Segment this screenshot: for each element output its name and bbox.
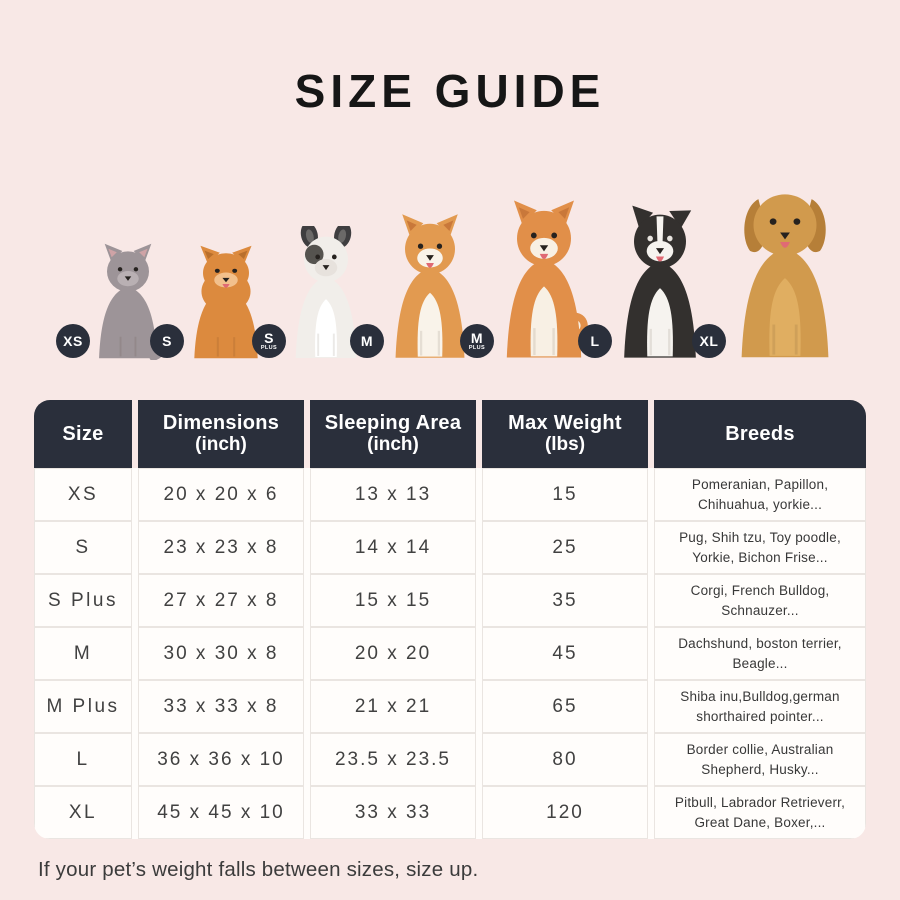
cell-l-sleeping_area: 23.5 x 23.5 bbox=[310, 733, 476, 786]
header-line1: Breeds bbox=[725, 422, 795, 445]
cell-m-dimensions: 30 x 30 x 8 bbox=[138, 627, 304, 680]
size-badge-label: XL bbox=[699, 333, 719, 349]
cell-xl-size: XL bbox=[34, 786, 132, 839]
cell-s-plus-dimensions: 27 x 27 x 8 bbox=[138, 574, 304, 627]
cell-l-dimensions: 36 x 36 x 10 bbox=[138, 733, 304, 786]
cell-l-size: L bbox=[34, 733, 132, 786]
table-header-row bbox=[34, 400, 866, 468]
size-badge-sublabel: PLUS bbox=[260, 345, 278, 351]
size-badge-shiba-inu bbox=[460, 324, 494, 358]
cell-xl-dimensions: 45 x 45 x 10 bbox=[138, 786, 304, 839]
size-badge-label: M bbox=[360, 333, 374, 349]
column-header-dimensions bbox=[138, 400, 304, 468]
size-badge-corgi bbox=[350, 324, 384, 358]
size-badge-sublabel: PLUS bbox=[468, 345, 486, 351]
cell-s-dimensions: 23 x 23 x 8 bbox=[138, 521, 304, 574]
cell-s-plus-sleeping_area: 15 x 15 bbox=[310, 574, 476, 627]
cell-m-plus-max_weight: 65 bbox=[482, 680, 648, 733]
cell-l-max_weight: 80 bbox=[482, 733, 648, 786]
cell-s-sleeping_area: 14 x 14 bbox=[310, 521, 476, 574]
cell-s-plus-breeds: Corgi, French Bulldog, Schnauzer... bbox=[654, 574, 866, 627]
cell-m-plus-breeds: Shiba inu,Bulldog,german shorthaired pointer... bbox=[654, 680, 866, 733]
size-badge-label: XS bbox=[63, 333, 83, 349]
header-line1: Size bbox=[62, 422, 104, 445]
cell-m-plus-sleeping_area: 21 x 21 bbox=[310, 680, 476, 733]
cell-xs-max_weight: 15 bbox=[482, 468, 648, 521]
cell-m-max_weight: 45 bbox=[482, 627, 648, 680]
size-badge-cat bbox=[56, 324, 90, 358]
cell-s-breeds: Pug, Shih tzu, Toy poodle, Yorkie, Bichon Frise... bbox=[654, 521, 866, 574]
cell-m-size: M bbox=[34, 627, 132, 680]
cell-s-max_weight: 25 bbox=[482, 521, 648, 574]
size-guide-table bbox=[34, 400, 866, 839]
cell-xl-breeds: Pitbull, Labrador Retrieverr, Great Dane, Boxer,... bbox=[654, 786, 866, 839]
column-header-sleeping-area bbox=[310, 400, 476, 468]
cell-l-breeds: Border collie, Australian Shepherd, Husky... bbox=[654, 733, 866, 786]
cell-s-plus-max_weight: 35 bbox=[482, 574, 648, 627]
size-badge-pomeranian bbox=[150, 324, 184, 358]
cell-m-breeds: Dachshund, boston terrier, Beagle... bbox=[654, 627, 866, 680]
header-line2: (inch) bbox=[195, 434, 247, 456]
cell-xl-sleeping_area: 33 x 33 bbox=[310, 786, 476, 839]
column-header-size bbox=[34, 400, 132, 468]
size-badge-golden-retriever bbox=[692, 324, 726, 358]
size-badge-label: L bbox=[590, 333, 600, 349]
size-badge-label: S bbox=[264, 329, 274, 346]
cell-xs-sleeping_area: 13 x 13 bbox=[310, 468, 476, 521]
header-line2: (lbs) bbox=[544, 434, 586, 456]
header-line1: Dimensions bbox=[162, 412, 280, 435]
cell-m-sleeping_area: 20 x 20 bbox=[310, 627, 476, 680]
size-badge-label: S bbox=[162, 333, 172, 349]
header-line1: Sleeping Area bbox=[324, 412, 462, 435]
header-line2: (inch) bbox=[367, 434, 419, 456]
cell-m-plus-dimensions: 33 x 33 x 8 bbox=[138, 680, 304, 733]
cell-m-plus-size: M Plus bbox=[34, 680, 132, 733]
cell-s-plus-size: S Plus bbox=[34, 574, 132, 627]
size-badge-french-bulldog bbox=[252, 324, 286, 358]
cell-xs-dimensions: 20 x 20 x 6 bbox=[138, 468, 304, 521]
footer-note: If your pet’s weight falls between sizes, size up. bbox=[38, 858, 479, 881]
header-line1: Max Weight bbox=[508, 412, 622, 435]
table-body bbox=[34, 468, 866, 839]
cell-s-size: S bbox=[34, 521, 132, 574]
pets-size-row bbox=[63, 168, 848, 360]
size-badge-border-collie bbox=[578, 324, 612, 358]
column-header-max-weight bbox=[482, 400, 648, 468]
cell-xs-size: XS bbox=[34, 468, 132, 521]
pet-golden-retriever bbox=[699, 180, 848, 360]
cell-xs-breeds: Pomeranian, Papillon, Chihuahua, yorkie... bbox=[654, 468, 866, 521]
column-header-breeds bbox=[654, 400, 866, 468]
size-badge-label: M bbox=[470, 329, 484, 346]
page-title: SIZE GUIDE bbox=[294, 65, 606, 117]
golden-retriever-illustration bbox=[722, 180, 848, 360]
cell-xl-max_weight: 120 bbox=[482, 786, 648, 839]
